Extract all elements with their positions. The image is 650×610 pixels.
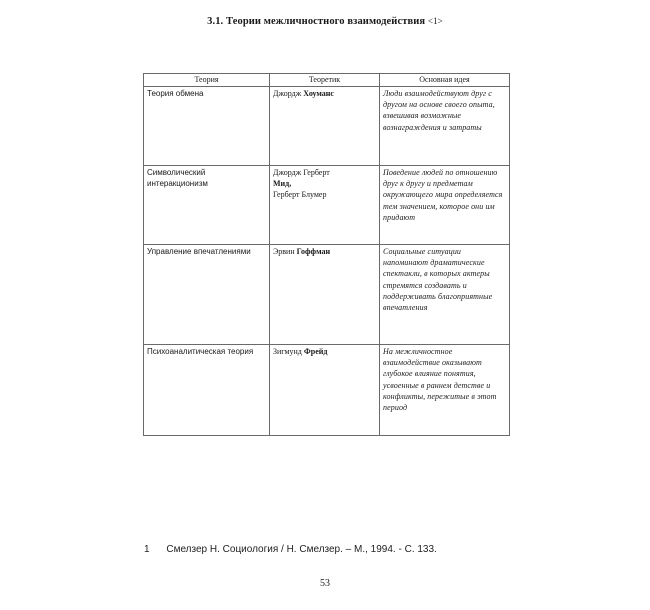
table-row xyxy=(144,166,510,245)
theorist-first-name: Зигмунд xyxy=(273,347,302,356)
idea-cell: Люди взаимодействуют друг с другом на основе своего опыта, взвешивая возможные вознаграждения и затраты xyxy=(380,87,510,166)
theorist-cell xyxy=(270,166,380,245)
idea-cell: Социальные ситуации напоминают драматические спектакли, в которых актеры стремятся создавать и поддерживать благоприятные впечатления xyxy=(380,245,510,345)
section-title-text: 3.1. Теории межличностного взаимодействия xyxy=(207,16,426,27)
idea-cell: На межличностное взаимодействие оказывают глубокое влияние понятия, усвоенные в раннем детстве и конфликты, пережитые в этот период xyxy=(380,345,510,436)
idea-cell: Поведение людей по отношению друг к другу и предметам окружающего мира определяется тем значением, которое они им придают xyxy=(380,166,510,245)
footnote-ref: <1> xyxy=(427,16,443,26)
section-title xyxy=(0,16,650,27)
theorist-first-name: Эрвин xyxy=(273,247,295,256)
table-row xyxy=(144,87,510,166)
theorist-cell xyxy=(270,87,380,166)
theories-table xyxy=(143,73,510,436)
table-header-row xyxy=(144,74,510,87)
page-number: 53 xyxy=(320,578,330,589)
header-main-idea: Основная идея xyxy=(380,74,510,87)
theorist-cell xyxy=(270,345,380,436)
theory-cell: Управление впечатлениями xyxy=(144,245,270,345)
table-row xyxy=(144,345,510,436)
theorist-surname: Гоффман xyxy=(296,247,331,256)
theorist-second: Герберт Блумер xyxy=(273,190,327,200)
theory-cell: Теория обмена xyxy=(144,87,270,166)
footnote-number: 1 xyxy=(144,544,150,555)
theorist-cell xyxy=(270,245,380,345)
theorist-surname: Хоуманс xyxy=(303,89,334,98)
theorist-surname: Мид, xyxy=(273,179,292,189)
theorist-first-name: Джордж xyxy=(273,89,302,98)
header-theorist: Теоретик xyxy=(270,74,380,87)
table-row xyxy=(144,245,510,345)
theorist-surname: Фрейд xyxy=(303,347,328,356)
header-theory: Теория xyxy=(144,74,270,87)
footnote xyxy=(144,544,437,555)
theory-cell: Психоаналитическая теория xyxy=(144,345,270,436)
theorist-first-name: Джордж Герберт xyxy=(273,168,330,177)
footnote-text: Смелзер Н. Социология / Н. Смелзер. – М., 1994. - С. 133. xyxy=(166,544,437,555)
theory-cell: Символический интеракционизм xyxy=(144,166,270,245)
